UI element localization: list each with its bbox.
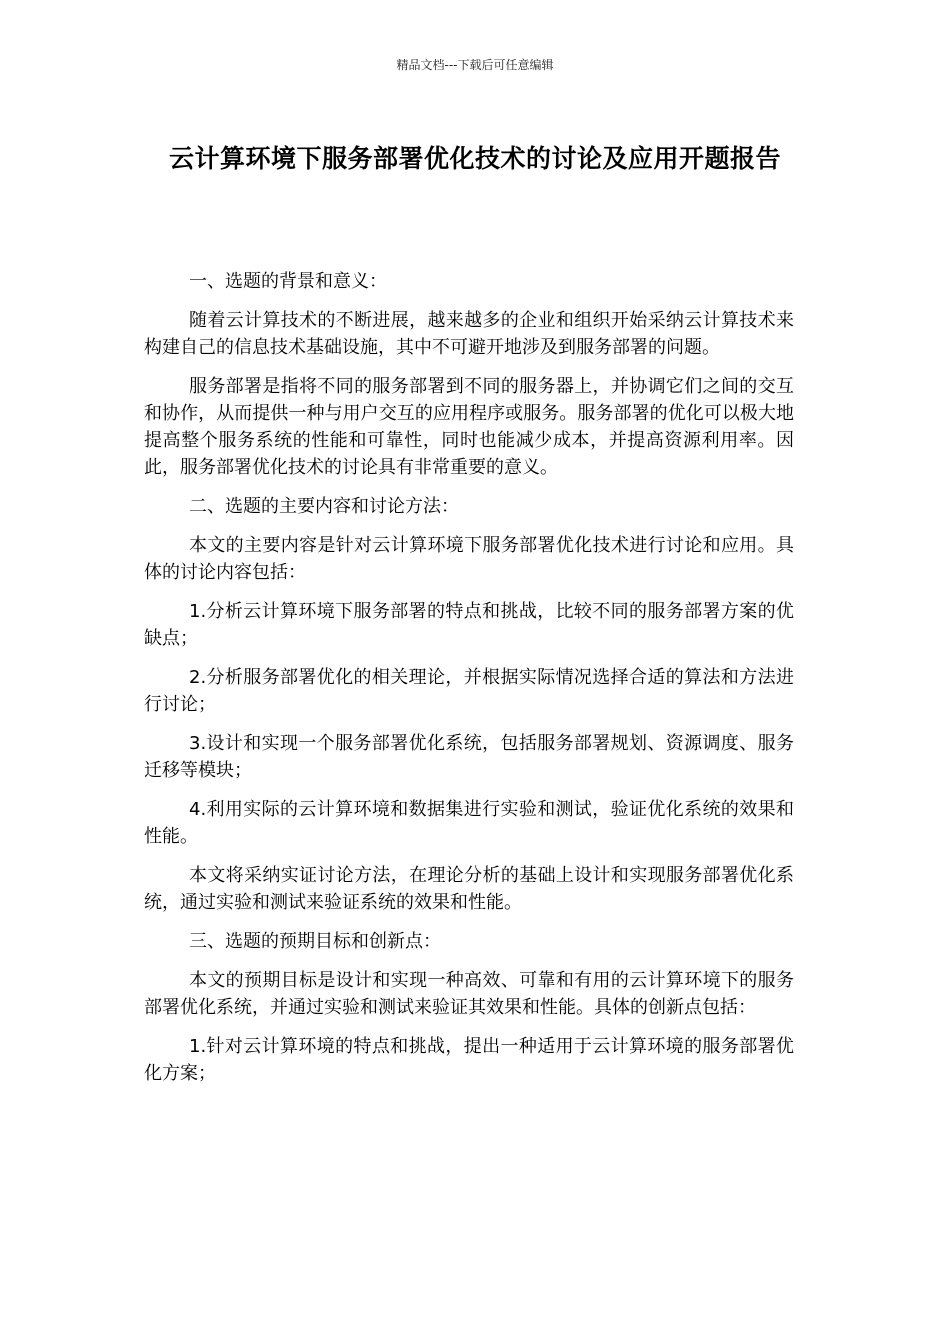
section-heading-goals-innovation: 三、选题的预期目标和创新点： bbox=[189, 931, 441, 952]
paragraph-background-2: 服务部署是指将不同的服务部署到不同的服务器上，并协调它们之间的交互和协作，从而提供一种与用户交互的应用程序或服务。服务部署的优化可以极大地提高整个服务系统的性能和可靠性，同时也能减少成本，并提高资源利用率。因此，服务部署优化技术的讨论具有非常重要的意义。 bbox=[144, 376, 794, 478]
document-title: 云计算环境下服务部署优化技术的讨论及应用开题报告 bbox=[168, 144, 781, 173]
list-item-content-4: 4.利用实际的云计算环境和数据集进行实验和测试，验证优化系统的效果和性能。 bbox=[144, 799, 794, 847]
paragraph-background-1: 随着云计算技术的不断进展，越来越多的企业和组织开始采纳云计算技术来构建自己的信息技术基础设施，其中不可避开地涉及到服务部署的问题。 bbox=[144, 310, 794, 358]
section-heading-background: 一、选题的背景和意义： bbox=[189, 271, 387, 292]
list-item-content-3: 3.设计和实现一个服务部署优化系统，包括服务部署规划、资源调度、服务迁移等模块； bbox=[144, 733, 794, 781]
list-item-content-1: 1.分析云计算环境下服务部署的特点和挑战，比较不同的服务部署方案的优缺点； bbox=[144, 601, 794, 649]
paragraph-goals: 本文的预期目标是设计和实现一种高效、可靠和有用的云计算环境下的服务部署优化系统，并通过实验和测试来验证其效果和性能。具体的创新点包括： bbox=[144, 970, 794, 1018]
section-heading-content-methods: 二、选题的主要内容和讨论方法： bbox=[189, 496, 459, 517]
list-item-content-2: 2.分析服务部署优化的相关理论，并根据实际情况选择合适的算法和方法进行讨论； bbox=[144, 667, 794, 715]
document-body bbox=[144, 268, 794, 1099]
page-header-note: 精品文档---下载后可任意编辑 bbox=[396, 58, 554, 72]
list-item-innovation-1: 1.针对云计算环境的特点和挑战，提出一种适用于云计算环境的服务部署优化方案； bbox=[144, 1036, 794, 1084]
paragraph-methods: 本文将采纳实证讨论方法，在理论分析的基础上设计和实现服务部署优化系统，通过实验和测试来验证系统的效果和性能。 bbox=[144, 865, 794, 913]
paragraph-content-intro: 本文的主要内容是针对云计算环境下服务部署优化技术进行讨论和应用。具体的讨论内容包括： bbox=[144, 535, 794, 583]
